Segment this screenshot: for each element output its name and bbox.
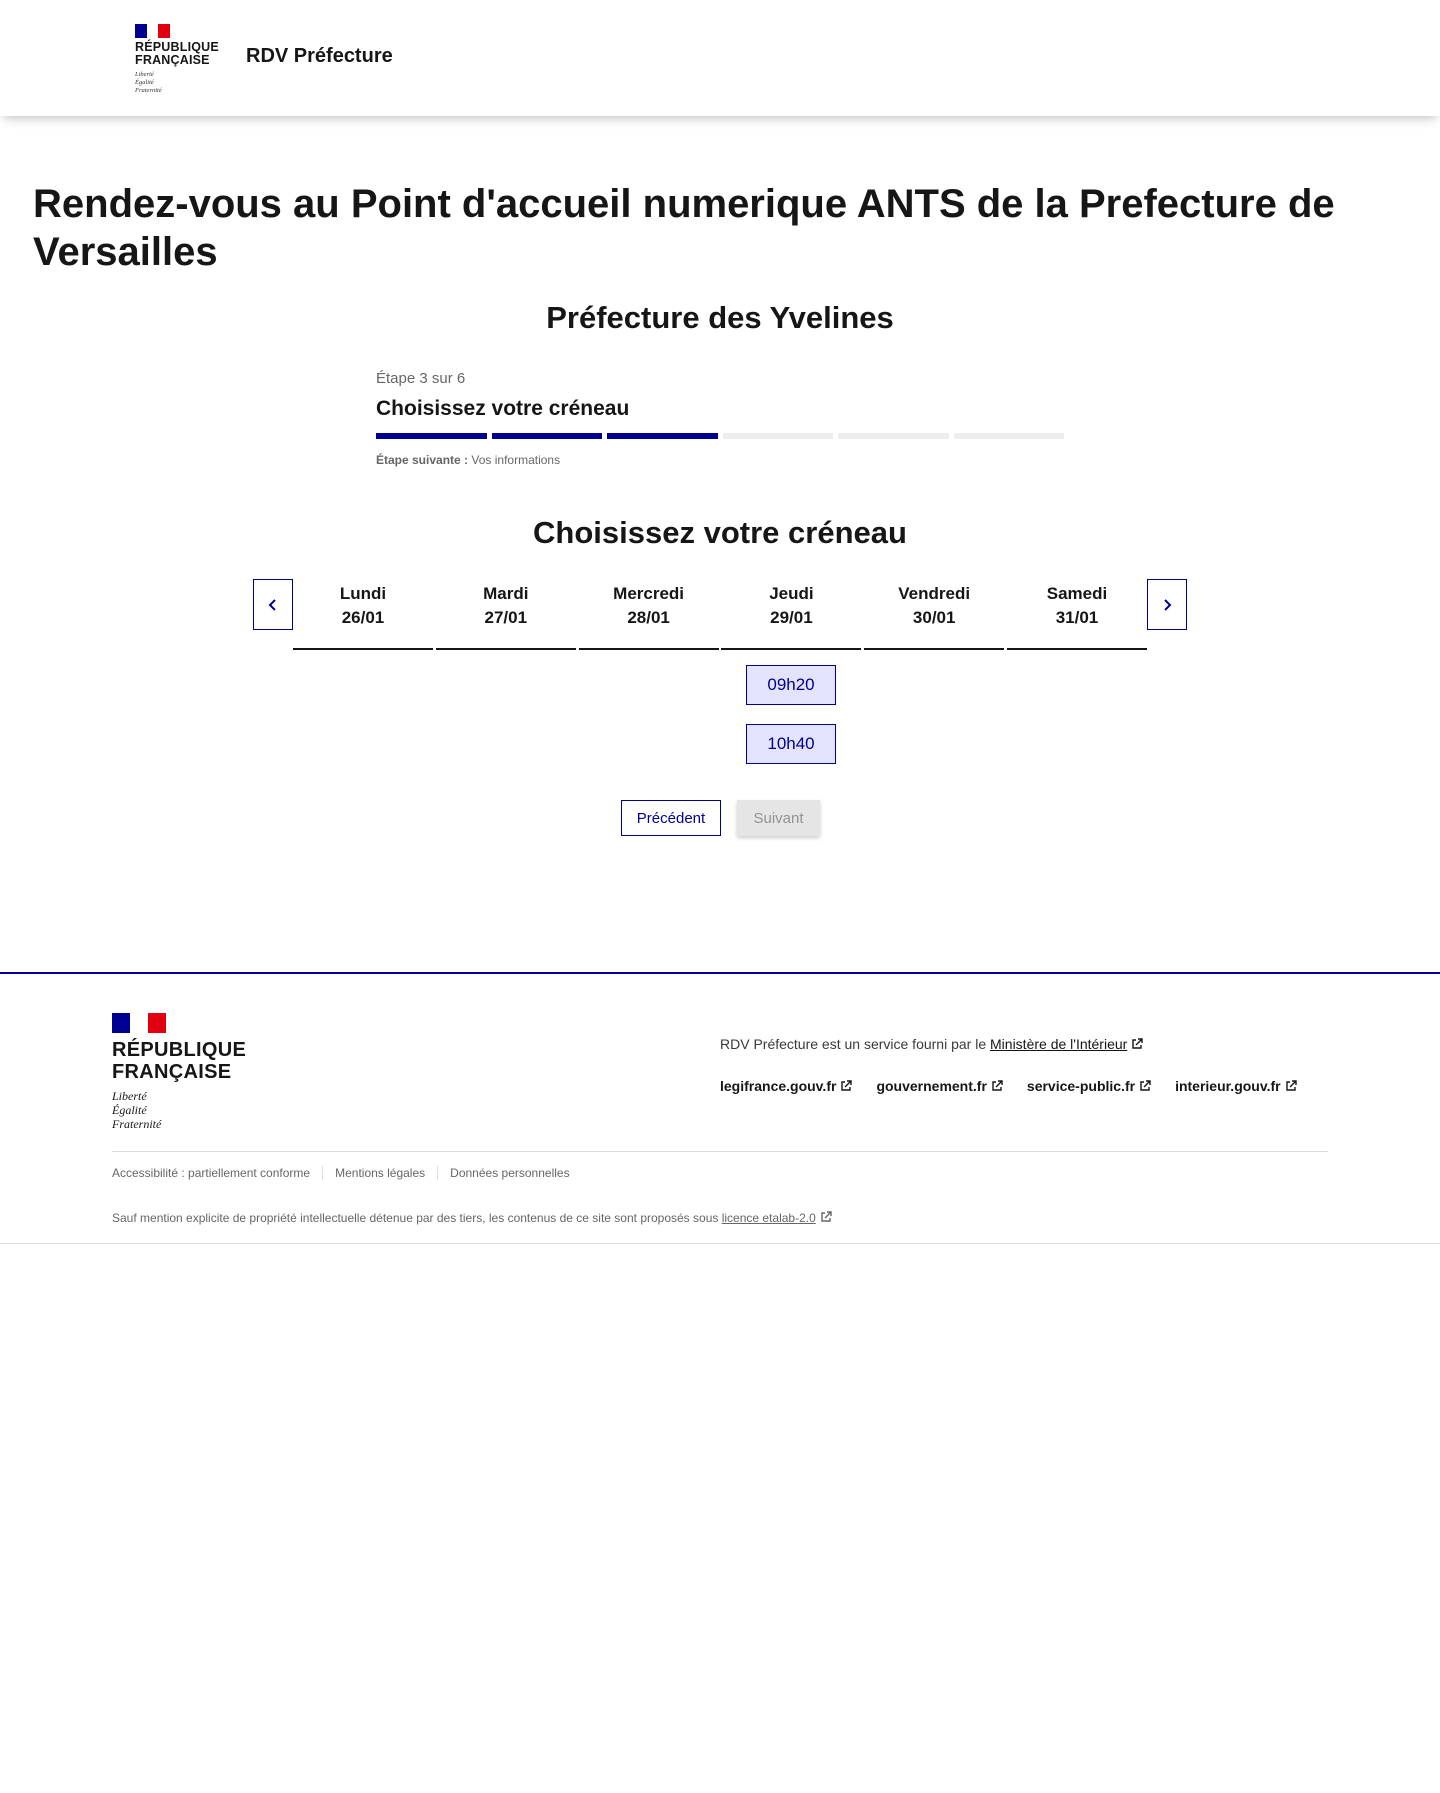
external-link-icon [1285,1080,1297,1092]
footer-links [720,1078,1297,1094]
next-button: Suivant [737,800,820,836]
external-link-icon [820,1211,832,1223]
chevron-left-icon [266,598,280,612]
calendar-day-header [864,578,1004,650]
stepper [376,370,1064,467]
stepper-progress [376,433,1064,439]
stepper-segment [607,433,718,439]
footer-bottom-link[interactable]: Mentions légales [322,1166,437,1180]
external-link-icon [1131,1038,1143,1050]
stepper-segment [376,433,487,439]
ministere-link[interactable]: Ministère de l'Intérieur [990,1036,1128,1052]
stepper-segment [954,433,1065,439]
footer-republique-francaise-logo[interactable] [112,1013,246,1131]
page-title: Rendez-vous au Point d'accueil numerique ANTS de la Prefecture de Versailles [33,182,1335,274]
chevron-right-icon [1160,598,1174,612]
marianne-flag-icon [135,24,219,38]
footer-logo-line2: FRANÇAISE [112,1061,232,1083]
day-name: Mardi [483,584,529,603]
footer-divider [112,1151,1328,1152]
day-date: 27/01 [484,608,528,627]
logo-line2: FRANÇAISE [135,53,210,67]
calendar-day-header [721,578,861,650]
stepper-title: Choisissez votre créneau [376,397,630,420]
time-slot-button[interactable]: 09h20 [746,665,836,705]
footer-bottom-link[interactable]: Données personnelles [437,1166,581,1180]
previous-week-button[interactable] [253,579,293,630]
stepper-next-step: Étape suivante : Vos informations [376,453,561,467]
footer-link[interactable]: gouvernement.fr [876,1078,1002,1094]
calendar-day-header [293,578,433,650]
footer-description: RDV Préfecture est un service fourni par le Ministère de l'Intérieur [720,1036,1143,1052]
stepper-segment [723,433,834,439]
footer-bottom-link[interactable]: Accessibilité : partiellement conforme [112,1166,311,1180]
stepper-segment [838,433,949,439]
logo-line1: RÉPUBLIQUE [135,40,219,54]
republique-francaise-logo[interactable] [135,24,219,95]
section-title: Choisissez votre créneau [533,515,907,550]
stepper-state: Étape 3 sur 6 [376,370,466,387]
day-name: Lundi [339,584,387,603]
service-title[interactable]: RDV Préfecture [246,45,393,67]
day-name: Mercredi [613,584,685,603]
calendar-days [293,578,1147,650]
marianne-flag-icon [112,1013,246,1033]
time-slot-button[interactable]: 10h40 [746,724,836,764]
license-link[interactable]: licence etalab-2.0 [721,1211,816,1225]
external-link-icon [1139,1080,1151,1092]
day-name: Jeudi [769,584,814,603]
footer-link[interactable]: service-public.fr [1027,1078,1151,1094]
day-date: 26/01 [341,608,385,627]
calendar-day-header [436,578,576,650]
footer-link[interactable]: legifrance.gouv.fr [720,1078,852,1094]
footer-logo-line1: RÉPUBLIQUE [112,1039,247,1061]
day-date: 29/01 [770,608,813,627]
day-name: Samedi [1046,584,1108,603]
next-week-button[interactable] [1147,579,1187,630]
page-subtitle: Préfecture des Yvelines [546,300,894,335]
day-date: 28/01 [627,608,670,627]
footer-license: Sauf mention explicite de propriété intellectuelle détenue par des tiers, les contenus de ce site sont proposés sous licence etalab-2.0 [112,1211,832,1225]
calendar-day-header [579,578,719,650]
external-link-icon [840,1080,852,1092]
stepper-segment [492,433,603,439]
footer-logo-motto: Liberté Égalité Fraternité [112,1089,162,1131]
site-header [0,0,1440,116]
previous-button[interactable]: Précédent [621,800,721,836]
site-footer [0,972,1440,1244]
day-date: 31/01 [1055,608,1099,627]
footer-bottom-links [112,1166,582,1180]
footer-link[interactable]: interieur.gouv.fr [1175,1078,1297,1094]
logo-motto: Liberté Égalité Fraternité [135,71,162,94]
day-date: 30/01 [912,608,956,627]
external-link-icon [991,1080,1003,1092]
day-name: Vendredi [898,584,971,603]
calendar-day-header [1007,578,1147,650]
